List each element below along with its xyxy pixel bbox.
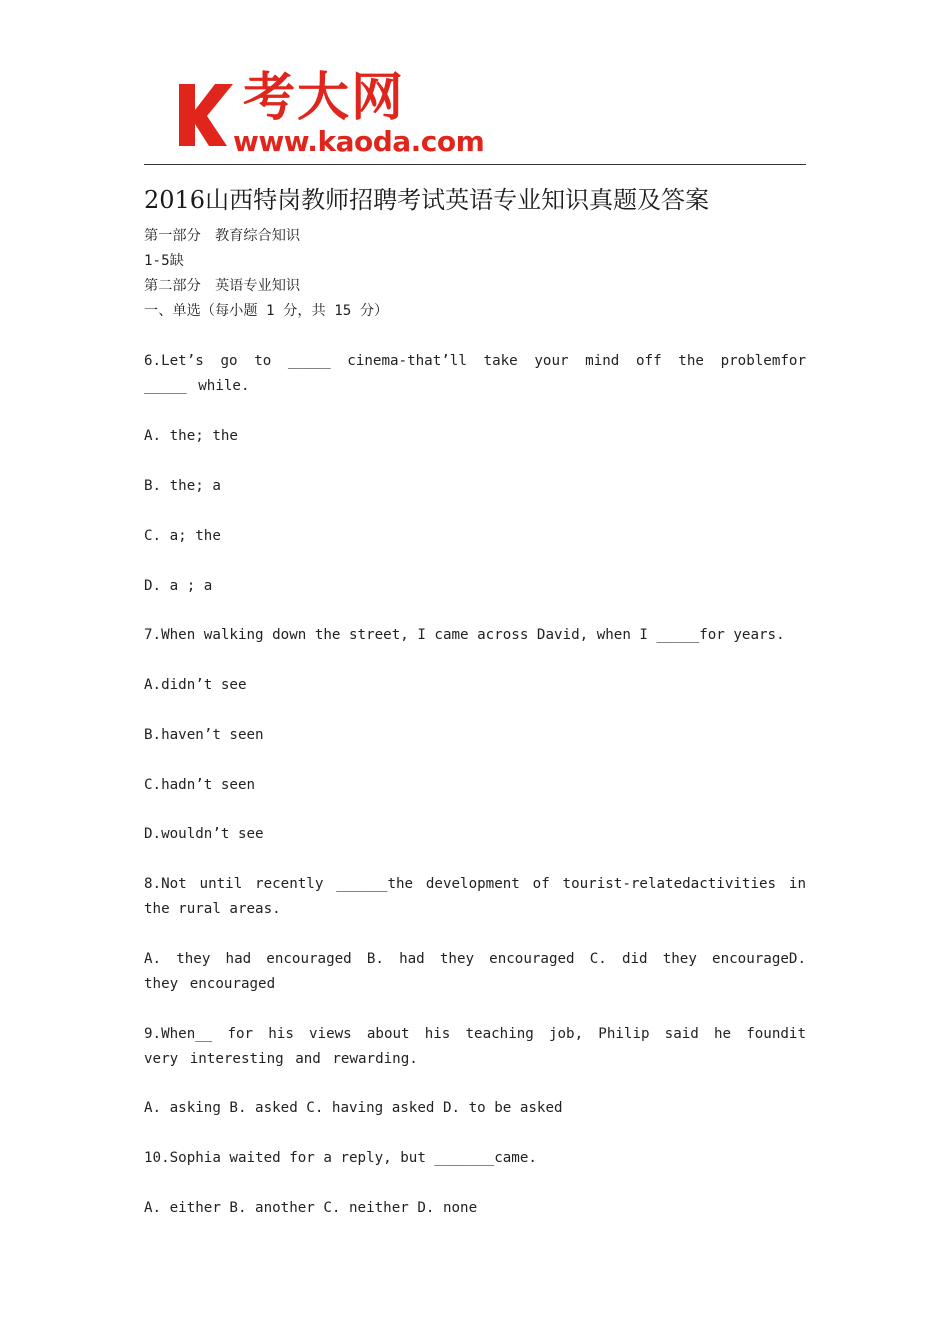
question-7-option-b: B.haven’t seen bbox=[144, 727, 264, 743]
kaoda-logo bbox=[175, 68, 495, 158]
question-9-options: A. asking B. asked C. having asked D. to be asked bbox=[144, 1100, 563, 1116]
k-logo-icon bbox=[175, 82, 237, 148]
header-divider bbox=[144, 164, 806, 165]
section1-heading: 一、单选（每小题 1 分，共 15 分） bbox=[144, 303, 389, 319]
question-6-option-b: B. the; a bbox=[144, 478, 221, 494]
question-8-options: A. they had encouraged B. had they encouraged C. did they encourageD. they encouraged bbox=[144, 951, 806, 992]
question-6-option-c: C. a; the bbox=[144, 528, 221, 544]
question-7-stem: 7.When walking down the street, I came across David, when I _____for years. bbox=[144, 627, 785, 643]
question-6-option-a: A. the; the bbox=[144, 428, 238, 444]
question-7-option-d: D.wouldn’t see bbox=[144, 826, 264, 842]
question-7-option-a: A.didn’t see bbox=[144, 677, 247, 693]
question-8-stem: 8.Not until recently ______the development of tourist-relatedactivities in the rural areas. bbox=[144, 876, 806, 917]
question-6-stem: 6.Let’s go to _____ cinema-that’ll take your mind off the problemfor _____ while. bbox=[144, 353, 806, 394]
question-7-option-c: C.hadn’t seen bbox=[144, 777, 256, 793]
logo-url-text: www.kaoda.com bbox=[233, 125, 485, 158]
part1-heading: 第一部分 教育综合知识 bbox=[144, 228, 301, 244]
part2-heading: 第二部分 英语专业知识 bbox=[144, 278, 301, 294]
question-9-stem: 9.When__ for his views about his teaching job, Philip said he foundit very interesting and rewarding. bbox=[144, 1026, 806, 1067]
question-10-stem: 10.Sophia waited for a reply, but _______came. bbox=[144, 1150, 537, 1166]
logo-brand-text: 考大网 bbox=[243, 68, 406, 128]
question-6-option-d: D. a ; a bbox=[144, 578, 213, 594]
question-10-options: A. either B. another C. neither D. none bbox=[144, 1200, 478, 1216]
document-title: 2016山西特岗教师招聘考试英语专业知识真题及答案 bbox=[144, 186, 710, 214]
part1-note: 1-5缺 bbox=[144, 253, 184, 269]
